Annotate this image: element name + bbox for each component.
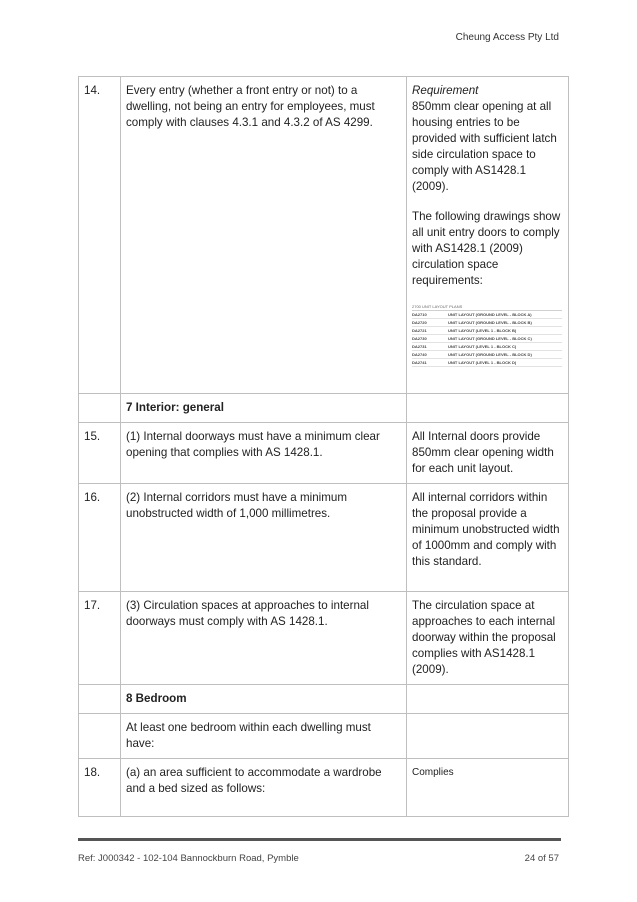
drawing-desc: UNIT LAYOUT (GROUND LEVEL - BLOCK A) (448, 312, 532, 317)
page-number: 24 of 57 (524, 853, 559, 864)
drawings-intro: The following drawings show all unit entry doors to comply with AS1428.1 (2009) circulation space requirements: (412, 210, 561, 287)
requirement-text: 850mm clear opening at all housing entries to be provided with sufficient latch side circulation space to comply with AS1428.1 (2009). (412, 100, 557, 193)
footer-reference: Ref: J000342 - 102-104 Bannockburn Road, Pymble (78, 853, 299, 864)
drawing-row (412, 335, 562, 343)
drawing-code: DA2720 (412, 320, 427, 325)
control-text: (a) an area sufficient to accommodate a wardrobe and a bed sized as follows: (121, 759, 407, 817)
response-cell: The circulation space at approaches to each internal doorway within the proposal complies with AS1428.1 (2009). (407, 592, 569, 685)
row-number: 14. (79, 77, 121, 394)
response-cell: All internal corridors within the proposal provide a minimum unobstructed width of 1000mm and comply with this standard. (407, 484, 569, 592)
response-cell: Complies (407, 759, 569, 817)
row-number: 15. (79, 423, 121, 484)
row-number: 17. (79, 592, 121, 685)
control-text: (1) Internal doorways must have a minimum clear opening that complies with AS 1428.1. (121, 423, 407, 484)
drawing-code: DA2740 (412, 352, 427, 357)
table-row (79, 484, 569, 592)
control-text: (2) Internal corridors must have a minimum unobstructed width of 1,000 millimetres. (121, 484, 407, 592)
section-heading: 8 Bedroom (121, 685, 407, 714)
drawing-desc: UNIT LAYOUT (GROUND LEVEL - BLOCK C) (448, 336, 532, 341)
table-row (79, 592, 569, 685)
table-row (79, 423, 569, 484)
requirements-table (78, 76, 569, 817)
requirement-label: Requirement (412, 84, 479, 97)
drawing-desc: UNIT LAYOUT (GROUND LEVEL - BLOCK D) (448, 352, 532, 357)
response-cell: All Internal doors provide 850mm clear opening width for each unit layout. (407, 423, 569, 484)
drawing-list (412, 303, 562, 367)
drawing-code: DA2730 (412, 336, 427, 341)
row-number: 16. (79, 484, 121, 592)
drawing-row (412, 311, 562, 319)
drawing-list-title: 2700 UNIT LAYOUT PLANS (412, 303, 562, 311)
drawing-code: DA2710 (412, 312, 427, 317)
drawing-desc: UNIT LAYOUT (LEVEL 1 - BLOCK B) (448, 328, 517, 333)
control-text: At least one bedroom within each dwelling must have: (121, 714, 407, 759)
footer-divider (78, 838, 561, 841)
table-row (79, 77, 569, 394)
drawing-row (412, 359, 562, 367)
drawing-desc: UNIT LAYOUT (LEVEL 1 - BLOCK D) (448, 360, 517, 365)
drawing-desc: UNIT LAYOUT (LEVEL 1 - BLOCK C) (448, 344, 517, 349)
table-row (79, 714, 569, 759)
drawing-code: DA2731 (412, 344, 427, 349)
drawing-code: DA2721 (412, 328, 427, 333)
drawing-row (412, 351, 562, 359)
control-text: Every entry (whether a front entry or not) to a dwelling, not being an entry for employees, must comply with clauses 4.3.1 and 4.3.2 of AS 4299. (121, 77, 407, 394)
row-number: 18. (79, 759, 121, 817)
drawing-row (412, 327, 562, 335)
drawing-desc: UNIT LAYOUT (GROUND LEVEL - BLOCK B) (448, 320, 532, 325)
company-name: Cheung Access Pty Ltd (455, 32, 559, 43)
section-row (79, 394, 569, 423)
response-cell (407, 77, 569, 394)
section-heading: 7 Interior: general (121, 394, 407, 423)
drawing-row (412, 343, 562, 351)
drawing-row (412, 319, 562, 327)
drawing-code: DA2741 (412, 360, 427, 365)
control-text: (3) Circulation spaces at approaches to internal doorways must comply with AS 1428.1. (121, 592, 407, 685)
section-row (79, 685, 569, 714)
table-row (79, 759, 569, 817)
